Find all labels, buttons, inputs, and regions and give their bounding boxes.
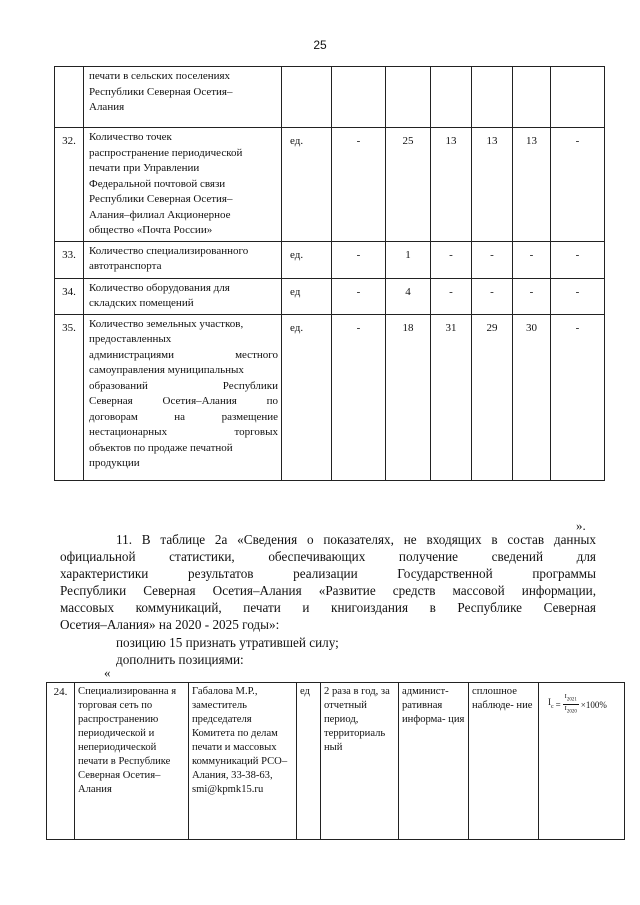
row-number: 33. (55, 241, 84, 278)
description-line: Количество специализированного (89, 244, 249, 257)
description-line: Алания–филиал Акционерное (89, 208, 231, 221)
paragraph-line: Республики Северная Осетия–Алания «Развитие средств массовой информации, (60, 583, 596, 598)
responsible-person: Габалова М.Р., заместитель председателя Комитета по делам печати и массовых коммуникаций РСО–Алания, 33-38-63, smi@kpmk15.ru (189, 683, 297, 840)
unit-cell: ед (282, 278, 332, 314)
description-line: Количество оборудования для (89, 281, 230, 294)
paragraph-line: 11. В таблице 2а «Сведения о показателях, не входящих в состав данных (116, 532, 596, 547)
item-remove: позицию 15 признать утратившей силу; (116, 635, 339, 650)
value-cell: 30 (513, 314, 551, 480)
formula: $I_с$ = $\frac{I_{2021}}{I_{2020}}$ ×100% (548, 693, 607, 715)
value-cell (332, 67, 386, 128)
unit-cell: ед. (282, 314, 332, 480)
value-cell: - (551, 241, 605, 278)
periodicity-cell: 2 раза в год, за отчетный период, территориаль ный (321, 683, 399, 840)
description-line: нестационарных торговых (89, 426, 278, 438)
value-cell: - (551, 128, 605, 242)
value-cell (431, 67, 472, 128)
table-row (55, 241, 605, 278)
value-cell: - (332, 241, 386, 278)
description-line: автотранспорта (89, 260, 162, 272)
row-number: 34. (55, 278, 84, 314)
indicators-table (54, 66, 605, 481)
table-row (55, 314, 605, 480)
row-number (55, 67, 84, 128)
item-add: дополнить позициями: (116, 652, 244, 667)
description-line: Количество точек (89, 131, 172, 143)
value-cell: - (332, 278, 386, 314)
description-line: Количество земельных участков, (89, 317, 244, 330)
unit-cell: ед (297, 683, 321, 840)
formula-lhs: $I_с$ (548, 697, 554, 711)
row-number: 32. (55, 128, 84, 242)
value-cell: - (431, 241, 472, 278)
positions-table (46, 682, 625, 840)
value-cell: - (551, 314, 605, 480)
description-line: продукции (89, 457, 140, 469)
description-line: договорам на размещение (89, 410, 278, 423)
description-line: печати при Управлении (89, 162, 200, 174)
value-cell: 13 (431, 128, 472, 242)
value-cell: 4 (386, 278, 431, 314)
closing-quote: ». (576, 518, 586, 533)
value-cell: 31 (431, 314, 472, 480)
description-line: администрациями местного (89, 348, 278, 361)
row-number: 24. (47, 683, 75, 840)
description-line: образований Республики (89, 379, 278, 392)
description-line: Республики Северная Осетия– (89, 85, 233, 98)
paragraph-line: характеристики результатов реализации Государственной программы (60, 566, 596, 581)
value-cell: 29 (472, 314, 513, 480)
value-cell: - (513, 241, 551, 278)
description-line: печати в сельских поселениях (89, 70, 231, 82)
description-line: общество «Почта России» (89, 224, 213, 236)
description-line: распространение периодической (89, 146, 243, 159)
opening-quote: « (104, 665, 111, 680)
value-cell: 1 (386, 241, 431, 278)
value-cell: - (332, 314, 386, 480)
method-cell: сплошное наблюде- ние (469, 683, 539, 840)
description-line: складских помещений (89, 297, 194, 309)
value-cell: - (551, 278, 605, 314)
indicator-description (84, 314, 282, 480)
table-row (47, 683, 625, 840)
unit-cell: ед. (282, 128, 332, 242)
value-cell: 13 (472, 128, 513, 242)
value-cell: - (472, 241, 513, 278)
description-line: объектов по продаже печатной (89, 441, 233, 454)
description-line: Северная Осетия–Алания по (89, 395, 278, 407)
value-cell: 18 (386, 314, 431, 480)
value-cell: 13 (513, 128, 551, 242)
value-cell: - (332, 128, 386, 242)
indicator-description (84, 241, 282, 278)
description-line: предоставленных (89, 333, 172, 345)
row-number: 35. (55, 314, 84, 480)
indicator-name: Специализированна я торговая сеть по распространению периодической и непериодической печати в Республике Северная Осетия–Алания (75, 683, 189, 840)
description-line: Республики Северная Осетия– (89, 193, 233, 205)
value-cell (513, 67, 551, 128)
value-cell: 25 (386, 128, 431, 242)
unit-cell (282, 67, 332, 128)
unit-cell: ед. (282, 241, 332, 278)
table-row (55, 278, 605, 314)
source-cell: админист- ративная информа- ция (399, 683, 469, 840)
value-cell (386, 67, 431, 128)
table-row (55, 67, 605, 128)
indicator-description (84, 67, 282, 128)
page-number: 25 (313, 38, 327, 52)
description-line: самоуправления муниципальных (89, 364, 244, 376)
indicator-description (84, 278, 282, 314)
formula-cell (539, 683, 625, 840)
description-line: Алания (89, 101, 125, 113)
value-cell: - (513, 278, 551, 314)
paragraph-line: официальной статистики, обеспечивающих получение сведений для (60, 549, 596, 564)
paragraph-line: Осетия–Алания» на 2020 - 2025 годы»: (60, 617, 280, 632)
value-cell (551, 67, 605, 128)
paragraph-line: массовых коммуникаций, печати и книгоиздания в Республике Северная (60, 600, 596, 615)
indicator-description (84, 128, 282, 242)
value-cell: - (472, 278, 513, 314)
description-line: Федеральной почтовой связи (89, 177, 226, 190)
table-row (55, 128, 605, 242)
value-cell: - (431, 278, 472, 314)
value-cell (472, 67, 513, 128)
